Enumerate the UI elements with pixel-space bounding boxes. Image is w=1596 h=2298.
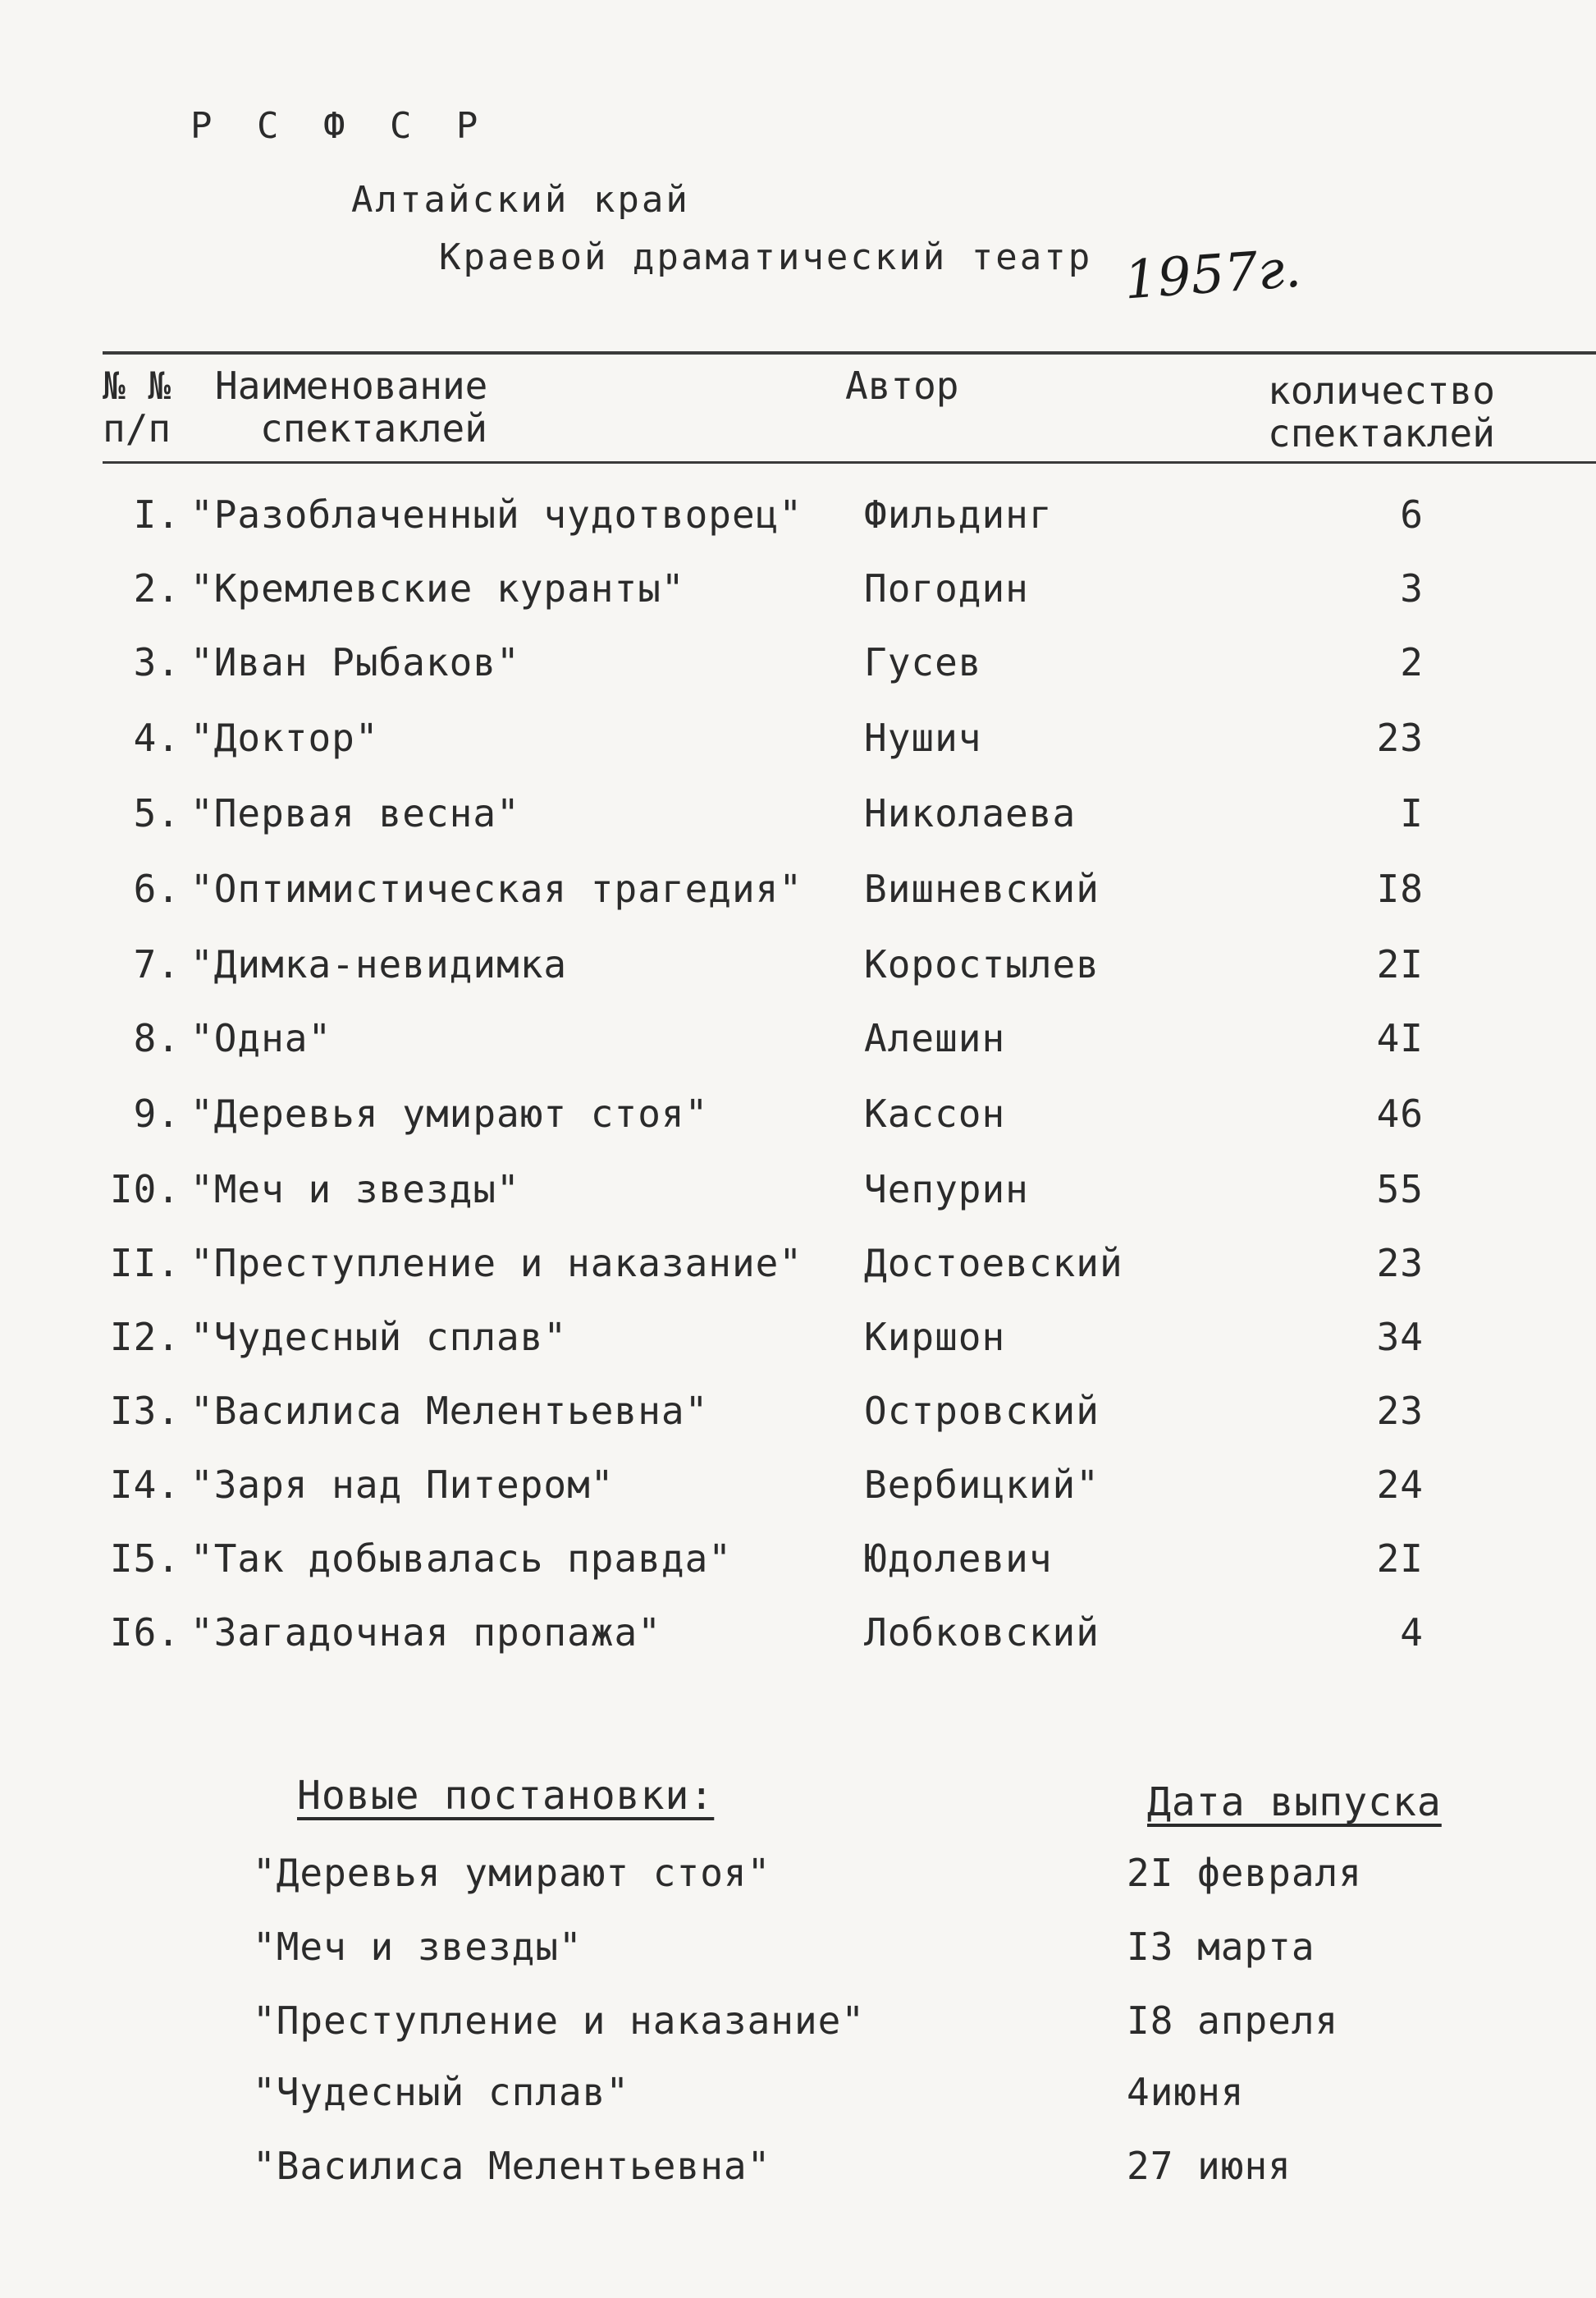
performance-title: "Василиса Мелентьевна" — [190, 1389, 709, 1433]
performance-title: "Кремлевские куранты" — [190, 566, 685, 611]
performance-author: Киршон — [864, 1315, 1006, 1359]
new-productions-title: Новые постановки: — [297, 1773, 715, 1819]
performance-author: Погодин — [864, 566, 1029, 611]
performance-title: "Иван Рыбаков" — [190, 640, 520, 684]
table-row — [0, 1536, 1596, 1586]
performance-count: I — [1400, 791, 1424, 835]
column-header-count-line1: количество — [1268, 369, 1495, 413]
table-row — [0, 1389, 1596, 1438]
performance-author: Лобковский — [864, 1610, 1100, 1655]
performance-count: 23 — [1376, 1241, 1424, 1285]
table-row — [0, 791, 1596, 840]
performance-title: "Загадочная пропажа" — [190, 1610, 661, 1655]
row-number: 6. — [133, 867, 181, 911]
table-row — [0, 942, 1596, 991]
new-production-date: 4июня — [1127, 2070, 1245, 2114]
table-top-rule — [103, 351, 1596, 355]
performance-count: 2I — [1376, 942, 1424, 986]
performance-count: 3 — [1400, 566, 1424, 611]
column-header-author: Автор — [845, 364, 959, 408]
new-production-date: I8 апреля — [1127, 1998, 1339, 2043]
new-production-item — [0, 2144, 1596, 2193]
performance-title: "Так добывалась правда" — [190, 1536, 732, 1581]
table-row — [0, 640, 1596, 689]
performance-count: 24 — [1376, 1463, 1424, 1507]
performance-title: "Деревья умирают стоя" — [190, 1092, 709, 1136]
column-header-number-line1: № № — [103, 364, 171, 408]
table-row — [0, 492, 1596, 542]
new-production-title: "Чудесный сплав" — [253, 2070, 630, 2114]
performance-title: "Димка-невидимка — [190, 942, 568, 986]
new-production-item — [0, 2070, 1596, 2119]
performance-count: 4 — [1400, 1610, 1424, 1655]
row-number: 5. — [133, 791, 181, 835]
performance-count: 55 — [1376, 1167, 1424, 1211]
performance-count: 46 — [1376, 1092, 1424, 1136]
row-number: 9. — [133, 1092, 181, 1136]
column-header-title-line2: спектаклей — [260, 406, 487, 451]
performance-author: Гусев — [864, 640, 982, 684]
new-production-item — [0, 1851, 1596, 1900]
performance-count: 2I — [1376, 1536, 1424, 1581]
handwritten-year: 1957г. — [1122, 238, 1303, 312]
table-row — [0, 1610, 1596, 1659]
performance-author: Вербицкий" — [864, 1463, 1100, 1507]
new-production-title: "Преступление и наказание" — [253, 1998, 866, 2043]
performance-title: "Одна" — [190, 1016, 332, 1060]
performance-title: "Доктор" — [190, 716, 379, 760]
performance-author: Кассон — [864, 1092, 1006, 1136]
column-header-count-line2: спектаклей — [1268, 411, 1495, 455]
new-production-date: 2I февраля — [1127, 1851, 1362, 1895]
performance-author: Нушич — [864, 716, 982, 760]
performance-count: 23 — [1376, 1389, 1424, 1433]
performance-count: I8 — [1376, 867, 1424, 911]
row-number: I0. — [109, 1167, 181, 1211]
performance-count: 34 — [1376, 1315, 1424, 1359]
new-production-item — [0, 1925, 1596, 1974]
table-row — [0, 1241, 1596, 1290]
row-number: I3. — [109, 1389, 181, 1433]
performance-author: Коростылев — [864, 942, 1100, 986]
republic-title: Р С Ф С Р — [190, 105, 490, 147]
performance-title: "Преступление и наказание" — [190, 1241, 803, 1285]
performance-author: Островский — [864, 1389, 1100, 1433]
new-production-title: "Василиса Мелентьевна" — [253, 2144, 771, 2188]
row-number: I2. — [109, 1315, 181, 1359]
performance-title: "Оптимистическая трагедия" — [190, 867, 803, 911]
theatre-title: Краевой драматический театр — [439, 236, 1093, 278]
performance-author: Николаева — [864, 791, 1077, 835]
performance-author: Юдолевич — [864, 1536, 1053, 1581]
performance-count: 6 — [1400, 492, 1424, 537]
row-number: 7. — [133, 942, 181, 986]
column-header-title-line1: Наименование — [215, 364, 488, 408]
performance-title: "Заря над Питером" — [190, 1463, 615, 1507]
performance-author: Вишневский — [864, 867, 1100, 911]
table-row — [0, 1016, 1596, 1065]
row-number: I6. — [109, 1610, 181, 1655]
column-header-title — [215, 364, 487, 450]
performance-count: 23 — [1376, 716, 1424, 760]
performance-title: "Чудесный сплав" — [190, 1315, 568, 1359]
row-number: 4. — [133, 716, 181, 760]
performance-title: "Разоблаченный чудотворец" — [190, 492, 803, 537]
column-header-number — [103, 364, 171, 450]
performance-author: Достоевский — [864, 1241, 1123, 1285]
performance-count: 4I — [1376, 1016, 1424, 1060]
row-number: I. — [133, 492, 181, 537]
performance-count: 2 — [1400, 640, 1424, 684]
new-production-date: 27 июня — [1127, 2144, 1292, 2188]
row-number: 3. — [133, 640, 181, 684]
table-row — [0, 1463, 1596, 1512]
table-row — [0, 1092, 1596, 1141]
new-production-title: "Меч и звезды" — [253, 1925, 583, 1969]
table-row — [0, 566, 1596, 616]
column-header-count — [1268, 369, 1495, 455]
row-number: I5. — [109, 1536, 181, 1581]
table-row — [0, 1167, 1596, 1216]
performance-title: "Первая весна" — [190, 791, 520, 835]
row-number: I4. — [109, 1463, 181, 1507]
column-header-number-line2: п/п — [103, 406, 171, 451]
table-row — [0, 1315, 1596, 1364]
new-production-title: "Деревья умирают стоя" — [253, 1851, 771, 1895]
row-number: 8. — [133, 1016, 181, 1060]
table-header-rule — [103, 461, 1596, 464]
row-number: II. — [109, 1241, 181, 1285]
performance-author: Чепурин — [864, 1167, 1029, 1211]
table-row — [0, 716, 1596, 765]
performance-author: Алешин — [864, 1016, 1006, 1060]
performance-author: Фильдинг — [864, 492, 1053, 537]
release-date-header: Дата выпуска — [1147, 1779, 1442, 1825]
region-title: Алтайский край — [351, 179, 690, 221]
row-number: 2. — [133, 566, 181, 611]
new-production-item — [0, 1998, 1596, 2048]
performance-title: "Меч и звезды" — [190, 1167, 520, 1211]
table-row — [0, 867, 1596, 916]
new-production-date: I3 марта — [1127, 1925, 1315, 1969]
